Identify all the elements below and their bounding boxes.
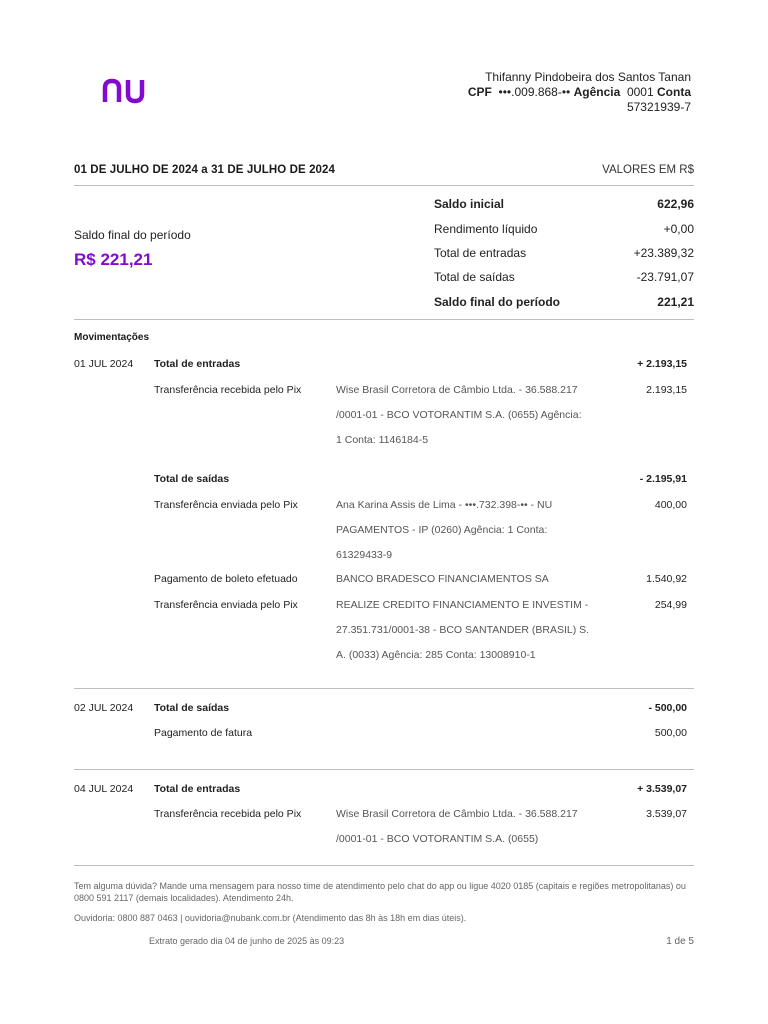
group-total: + 3.539,07 bbox=[637, 783, 687, 795]
transaction-description: Wise Brasil Corretora de Câmbio Ltda. - 36.588.217 /0001-01 - BCO VOTORANTIM S.A. (0655) Agência: 1 Conta: 1146184-5 bbox=[336, 384, 582, 446]
final-balance-label: Saldo final do período bbox=[74, 228, 191, 242]
group-total: + 2.193,15 bbox=[637, 358, 687, 370]
transaction-type: Transferência enviada pelo Pix bbox=[154, 499, 298, 511]
summary-row bbox=[434, 265, 694, 289]
group-label: Total de saídas bbox=[154, 702, 230, 714]
cpf-value: •••.009.868-•• bbox=[498, 85, 571, 99]
ombudsman-text: Ouvidoria: 0800 887 0463 | ouvidoria@nubank.com.br (Atendimento das 8h às 18h em dias úteis). bbox=[74, 913, 467, 923]
transaction-amount: 400,00 bbox=[654, 499, 687, 511]
summary-row bbox=[434, 241, 694, 265]
help-text: Tem alguma dúvida? Mande uma mensagem para nosso time de atendimento pelo chat do app ou ligue 4020 0185 (capitais e regiões metropolitanas) ou 0800 591 2117 (demais localidades). Atendimento 24h. bbox=[74, 881, 686, 903]
transaction-amount: 500,00 bbox=[654, 727, 687, 739]
transaction-description: REALIZE CREDITO FINANCIAMENTO E INVESTIM - 27.351.731/0001-38 - BCO SANTANDER (BRASIL) S. A. (0033) Agência: 285 Conta: 13008910-1 bbox=[336, 599, 590, 661]
transaction-amount: 1.540,92 bbox=[646, 573, 687, 585]
balance-summary bbox=[434, 192, 694, 314]
transaction-amount: 2.193,15 bbox=[646, 384, 687, 396]
divider bbox=[74, 865, 694, 866]
group-total: - 500,00 bbox=[648, 702, 687, 714]
group-total: - 2.195,91 bbox=[639, 473, 687, 485]
summary-label: Total de saídas bbox=[434, 270, 515, 285]
summary-label: Saldo inicial bbox=[434, 197, 505, 212]
transaction-description: Ana Karina Assis de Lima - •••.732.398-•• - NU PAGAMENTOS - IP (0260) Agência: 1 Conta: 61329433-9 bbox=[336, 499, 553, 561]
final-balance-value: R$ 221,21 bbox=[74, 250, 153, 269]
account-info bbox=[468, 70, 691, 115]
movements-title: Movimentações bbox=[74, 332, 150, 343]
summary-value: -23.791,07 bbox=[636, 270, 694, 285]
summary-label: Rendimento líquido bbox=[434, 221, 538, 236]
nubank-logo bbox=[102, 78, 148, 104]
transaction-type: Pagamento de fatura bbox=[154, 727, 253, 739]
agencia-label: Agência bbox=[573, 85, 621, 99]
group-label: Total de saídas bbox=[154, 473, 230, 485]
group-label: Total de entradas bbox=[154, 783, 241, 795]
agencia-value: 0001 bbox=[626, 85, 654, 99]
conta-label: Conta bbox=[657, 85, 691, 99]
transaction-type: Transferência recebida pelo Pix bbox=[154, 384, 302, 396]
final-balance-block bbox=[74, 228, 191, 270]
summary-row bbox=[434, 290, 694, 314]
transaction-amount: 254,99 bbox=[654, 599, 687, 611]
period-title: 01 DE JULHO DE 2024 a 31 DE JULHO DE 2024 bbox=[74, 163, 336, 176]
day-date: 04 JUL 2024 bbox=[74, 783, 134, 795]
transaction-amount: 3.539,07 bbox=[646, 808, 687, 820]
transaction-type: Pagamento de boleto efetuado bbox=[154, 573, 298, 585]
client-name: Thifanny Pindobeira dos Santos Tanan bbox=[485, 70, 691, 84]
summary-value: 221,21 bbox=[657, 294, 694, 309]
conta-value: 57321939-7 bbox=[626, 100, 691, 114]
divider bbox=[74, 769, 694, 770]
divider bbox=[74, 688, 694, 689]
day-date: 02 JUL 2024 bbox=[74, 702, 134, 714]
period-header bbox=[74, 162, 694, 186]
transaction-type: Transferência recebida pelo Pix bbox=[154, 808, 302, 820]
group-label: Total de entradas bbox=[154, 358, 241, 370]
cpf-label: CPF bbox=[467, 85, 492, 99]
transaction-description: BANCO BRADESCO FINANCIAMENTOS SA bbox=[336, 573, 549, 585]
summary-label: Total de entradas bbox=[434, 245, 527, 260]
summary-value: +23.389,32 bbox=[633, 245, 694, 260]
summary-row bbox=[434, 216, 694, 240]
generated-timestamp: Extrato gerado dia 04 de junho de 2025 às 09:23 bbox=[149, 936, 345, 946]
divider bbox=[74, 319, 694, 320]
transaction-description: Wise Brasil Corretora de Câmbio Ltda. - 36.588.217 /0001-01 - BCO VOTORANTIM S.A. (0655) bbox=[336, 808, 578, 845]
summary-value: 622,96 bbox=[657, 197, 694, 212]
currency-label: VALORES EM R$ bbox=[602, 163, 694, 176]
summary-row bbox=[434, 192, 694, 216]
day-date: 01 JUL 2024 bbox=[74, 358, 134, 370]
page-number: 1 de 5 bbox=[666, 936, 694, 947]
summary-label: Saldo final do período bbox=[434, 294, 560, 309]
transaction-type: Transferência enviada pelo Pix bbox=[154, 599, 298, 611]
summary-value: +0,00 bbox=[663, 221, 694, 236]
